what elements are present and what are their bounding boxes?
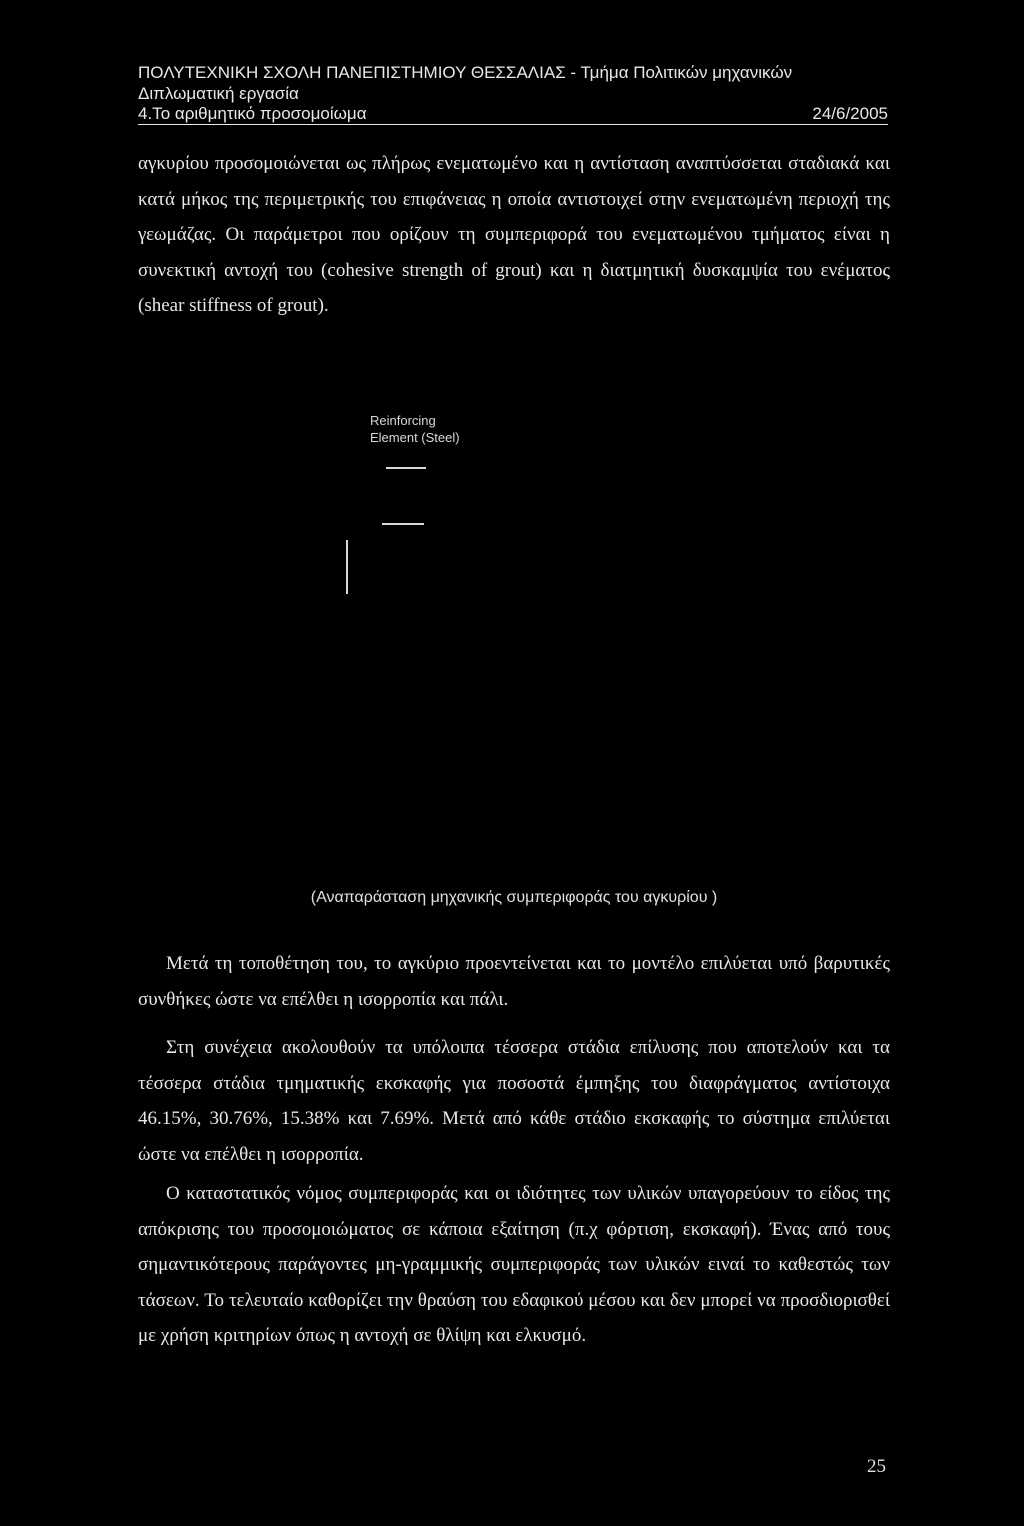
figure-caption: (Αναπαράσταση μηχανικής συμπεριφοράς του αγκυρίου ) — [310, 889, 718, 906]
figure-label-line-2: Element (Steel) — [370, 430, 460, 445]
paragraph-constitutive-law: Ο καταστατικός νόμος συμπεριφοράς και οι ιδιότητες των υλικών υπαγορεύουν το είδος της απόκρισης του προσομοιώματος σε κάποια εξαίτηση (π.χ φόρτιση, εκσκαφή). Ένας από τους σημαντικότερους παράγοντες μη-γραμμικής συμπεριφοράς των υλικών ειναί το καθεστώς των τάσεων. Το τελευταίο καθορίζει την θραύση του εδαφικού μέσου και δεν μπορεί να προσδιορισθεί με χρήση κριτηρίων όπως η αντοχή σε θλίψη και ελκυσμό. — [138, 1183, 890, 1346]
figure-vertical-element — [346, 540, 348, 594]
header-chapter-row — [138, 104, 888, 125]
header-institution: ΠΟΛΥΤΕΧΝΙΚΗ ΣΧΟΛΗ ΠΑΝΕΠΙΣΤΗΜΙΟΥ ΘΕΣΣΑΛΙΑΣ - Τμήμα Πολιτικών μηχανικών — [138, 63, 793, 82]
page-header — [138, 62, 888, 125]
anchor-figure — [300, 400, 600, 860]
header-doc-type: Διπλωματική εργασία — [138, 84, 299, 103]
header-date: 24/6/2005 — [812, 104, 888, 123]
paragraph-intro: αγκυρίου προσομοιώνεται ως πλήρως ενεματωμένο και η αντίσταση αναπτύσσεται σταδιακά και κατά μήκος της περιμετρικής του επιφάνειας η οποία αντιστοιχεί στην ενεματωμένη περιοχή της γεωμάζας. Οι παράμετροι που ορίζουν τη συμπεριφορά του ενεματωμένου τμήματος είναι η συνεκτική αντοχή του (cohesive strength of grout) και η διατμητική δυσκαμψία του ενέματος (shear stiffness of grout). — [138, 153, 890, 316]
figure-label — [370, 412, 460, 446]
figure-leader-line-1 — [386, 467, 426, 469]
header-chapter: 4.Το αριθμητικό προσομοίωμα — [138, 104, 367, 123]
figure-label-line-1: Reinforcing — [370, 413, 436, 428]
figure-leader-line-2 — [382, 523, 424, 525]
paragraph-stages: Στη συνέχεια ακολουθούν τα υπόλοιπα τέσσερα στάδια επίλυσης που αποτελούν και τα τέσσερα στάδια τμηματικής εκσκαφής για ποσοστά έμπηξης του διαφράγματος αντίστοιχα 46.15%, 30.76%, 15.38% και 7.69%. Μετά από κάθε στάδιο εκσκαφής το σύστημα επιλύεται ώστε να επέλθει η ισορροπία. — [138, 1037, 890, 1165]
paragraph-after-installation: Μετά τη τοποθέτηση του, το αγκύριο προεντείνεται και το μοντέλο επιλύεται υπό βαρυτικές συνθήκες ώστε να επέλθει η ισορροπία και πάλι. — [138, 953, 890, 1010]
page-number: 25 — [867, 1456, 886, 1477]
